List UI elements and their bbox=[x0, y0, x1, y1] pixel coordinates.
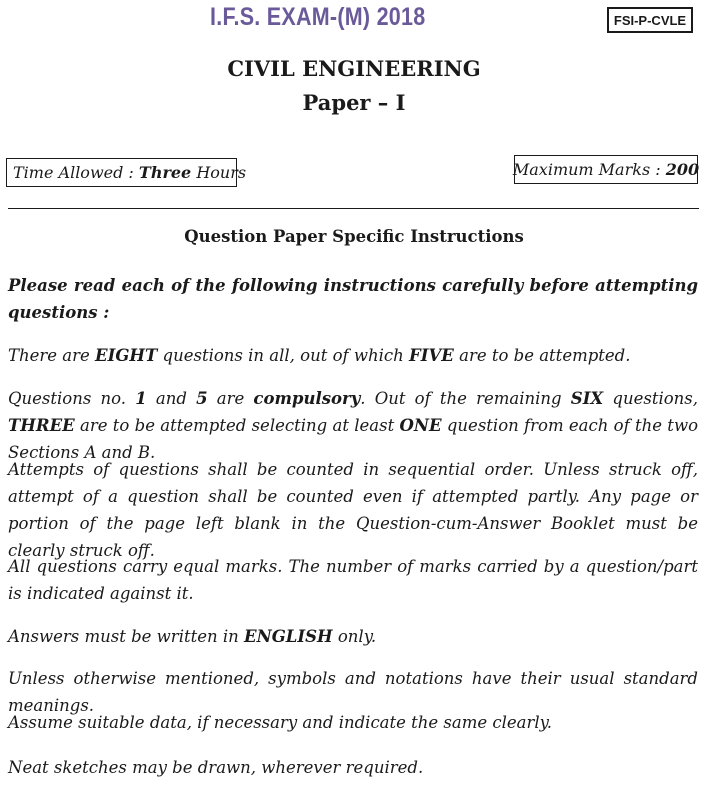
time-label: Time Allowed : bbox=[13, 163, 139, 182]
instruction-language: Answers must be written in ENGLISH only. bbox=[8, 627, 377, 646]
maximum-marks-box bbox=[514, 155, 698, 184]
time-value: Three bbox=[138, 163, 192, 182]
marks-value: 200 bbox=[665, 160, 700, 179]
divider bbox=[8, 208, 699, 209]
instructions-heading: Question Paper Specific Instructions bbox=[184, 227, 524, 246]
subject-title: CIVIL ENGINEERING bbox=[227, 56, 481, 81]
time-allowed-box bbox=[6, 158, 247, 187]
instruction-equal-marks: All questions carry equal marks. The number of marks carried by a question/part is indicated against it. bbox=[8, 557, 698, 603]
paper-code-badge: FSI-P-CVLE bbox=[607, 7, 693, 33]
time-unit: Hours bbox=[191, 163, 247, 182]
instruction-suitable-data: Assume suitable data, if necessary and indicate the same clearly. bbox=[8, 713, 553, 732]
instruction-sequential-order: Attempts of questions shall be counted in sequential order. Unless struck off, attempt of a question shall be counted even if attempted partly. Any page or portion of the page left blank in the Question-cum-Answer Booklet must be clearly struck off. bbox=[8, 460, 698, 560]
instruction-compulsory: Questions no. 1 and 5 are compulsory. Out of the remaining SIX questions, THREE are to be attempted selecting at least ONE question from each of the two Sections A and B. bbox=[8, 389, 704, 462]
instruction-sketches: Neat sketches may be drawn, wherever required. bbox=[8, 758, 424, 777]
instruction-question-count: There are EIGHT questions in all, out of which FIVE are to be attempted. bbox=[8, 346, 631, 365]
paper-title: Paper – I bbox=[302, 90, 406, 115]
instructions-intro: Please read each of the following instructions carefully before attempting questions : bbox=[8, 276, 698, 322]
instruction-notations: Unless otherwise mentioned, symbols and notations have their usual standard meanings. bbox=[8, 669, 698, 715]
exam-stamp: I.F.S. EXAM-(M) 2018 bbox=[210, 3, 426, 31]
marks-label: Maximum Marks : bbox=[512, 160, 666, 179]
